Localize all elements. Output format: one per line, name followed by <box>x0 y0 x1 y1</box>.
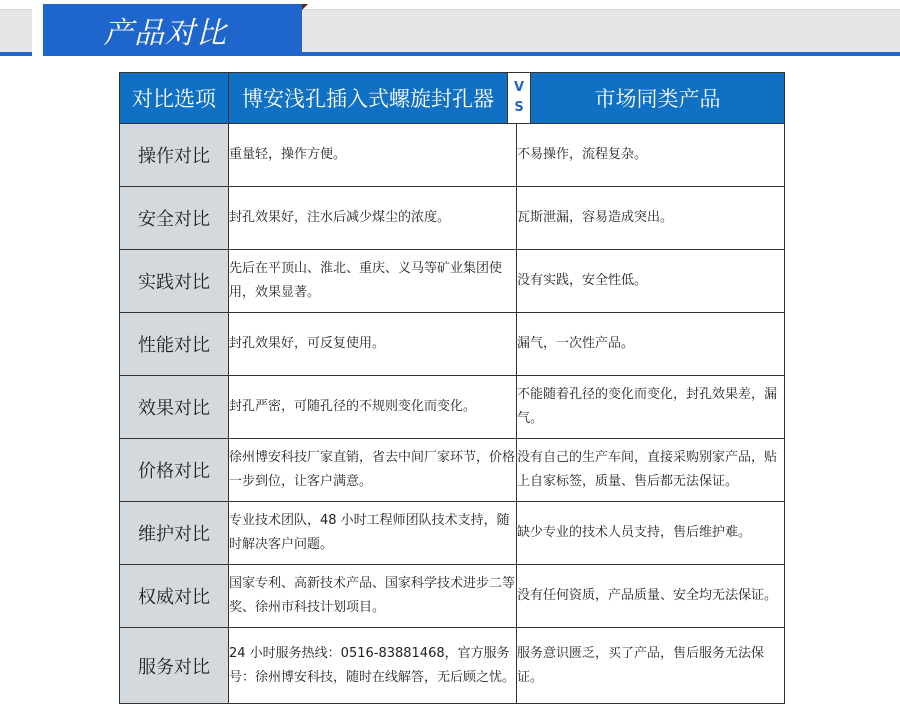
vs-bottom: S <box>514 100 524 115</box>
table-row <box>120 502 785 565</box>
product-cell: 先后在平顶山、淮北、重庆、义马等矿业集团使用，效果显著。 <box>229 250 517 313</box>
competitor-cell: 缺少专业的技术人员支持，售后维护难。 <box>517 502 785 565</box>
table-row <box>120 124 785 187</box>
header-product: 博安浅孔插入式螺旋封孔器 <box>229 73 508 124</box>
table-row <box>120 187 785 250</box>
table-row <box>120 565 785 628</box>
row-label: 安全对比 <box>120 187 229 250</box>
row-label: 价格对比 <box>120 439 229 502</box>
product-cell: 徐州博安科技厂家直销，省去中间厂家环节，价格一步到位，让客户满意。 <box>229 439 517 502</box>
competitor-cell: 不能随着孔径的变化而变化，封孔效果差，漏气。 <box>517 376 785 439</box>
table-row <box>120 439 785 502</box>
product-cell: 重量轻，操作方便。 <box>229 124 517 187</box>
tab-corner-decoration <box>302 4 308 10</box>
product-cell: 专业技术团队，48 小时工程师团队技术支持，随时解决客户问题。 <box>229 502 517 565</box>
vs-badge <box>508 73 531 124</box>
row-label: 服务对比 <box>120 628 229 704</box>
competitor-cell: 瓦斯泄漏，容易造成突出。 <box>517 187 785 250</box>
product-cell: 24 小时服务热线：0516-83881468，官方服务号：徐州博安科技，随时在线解答，无后顾之忧。 <box>229 628 517 704</box>
competitor-cell: 没有实践，安全性低。 <box>517 250 785 313</box>
competitor-cell: 不易操作，流程复杂。 <box>517 124 785 187</box>
product-cell: 封孔严密，可随孔径的不规则变化而变化。 <box>229 376 517 439</box>
page-title: 产品对比 <box>103 16 227 51</box>
row-label: 操作对比 <box>120 124 229 187</box>
product-cell: 国家专利、高新技术产品、国家科学技术进步二等奖、徐州市科技计划项目。 <box>229 565 517 628</box>
product-cell: 封孔效果好，可反复使用。 <box>229 313 517 376</box>
row-label: 实践对比 <box>120 250 229 313</box>
table-header-row <box>120 73 785 124</box>
row-label: 权威对比 <box>120 565 229 628</box>
row-label: 性能对比 <box>120 313 229 376</box>
table-row <box>120 628 785 704</box>
row-label: 维护对比 <box>120 502 229 565</box>
header-option: 对比选项 <box>120 73 229 124</box>
table-row <box>120 313 785 376</box>
row-label: 效果对比 <box>120 376 229 439</box>
table-row <box>120 376 785 439</box>
vs-top: V <box>513 80 525 95</box>
product-cell: 封孔效果好，注水后减少煤尘的浓度。 <box>229 187 517 250</box>
header-competitor: 市场同类产品 <box>531 73 785 124</box>
comparison-table <box>119 72 785 704</box>
title-tab <box>43 4 302 56</box>
competitor-cell: 漏气，一次性产品。 <box>517 313 785 376</box>
competitor-cell: 服务意识匮乏，买了产品，售后服务无法保证。 <box>517 628 785 704</box>
table-row <box>120 250 785 313</box>
competitor-cell: 没有任何资质，产品质量、安全均无法保证。 <box>517 565 785 628</box>
competitor-cell: 没有自己的生产车间，直接采购别家产品，贴上自家标签，质量、售后都无法保证。 <box>517 439 785 502</box>
